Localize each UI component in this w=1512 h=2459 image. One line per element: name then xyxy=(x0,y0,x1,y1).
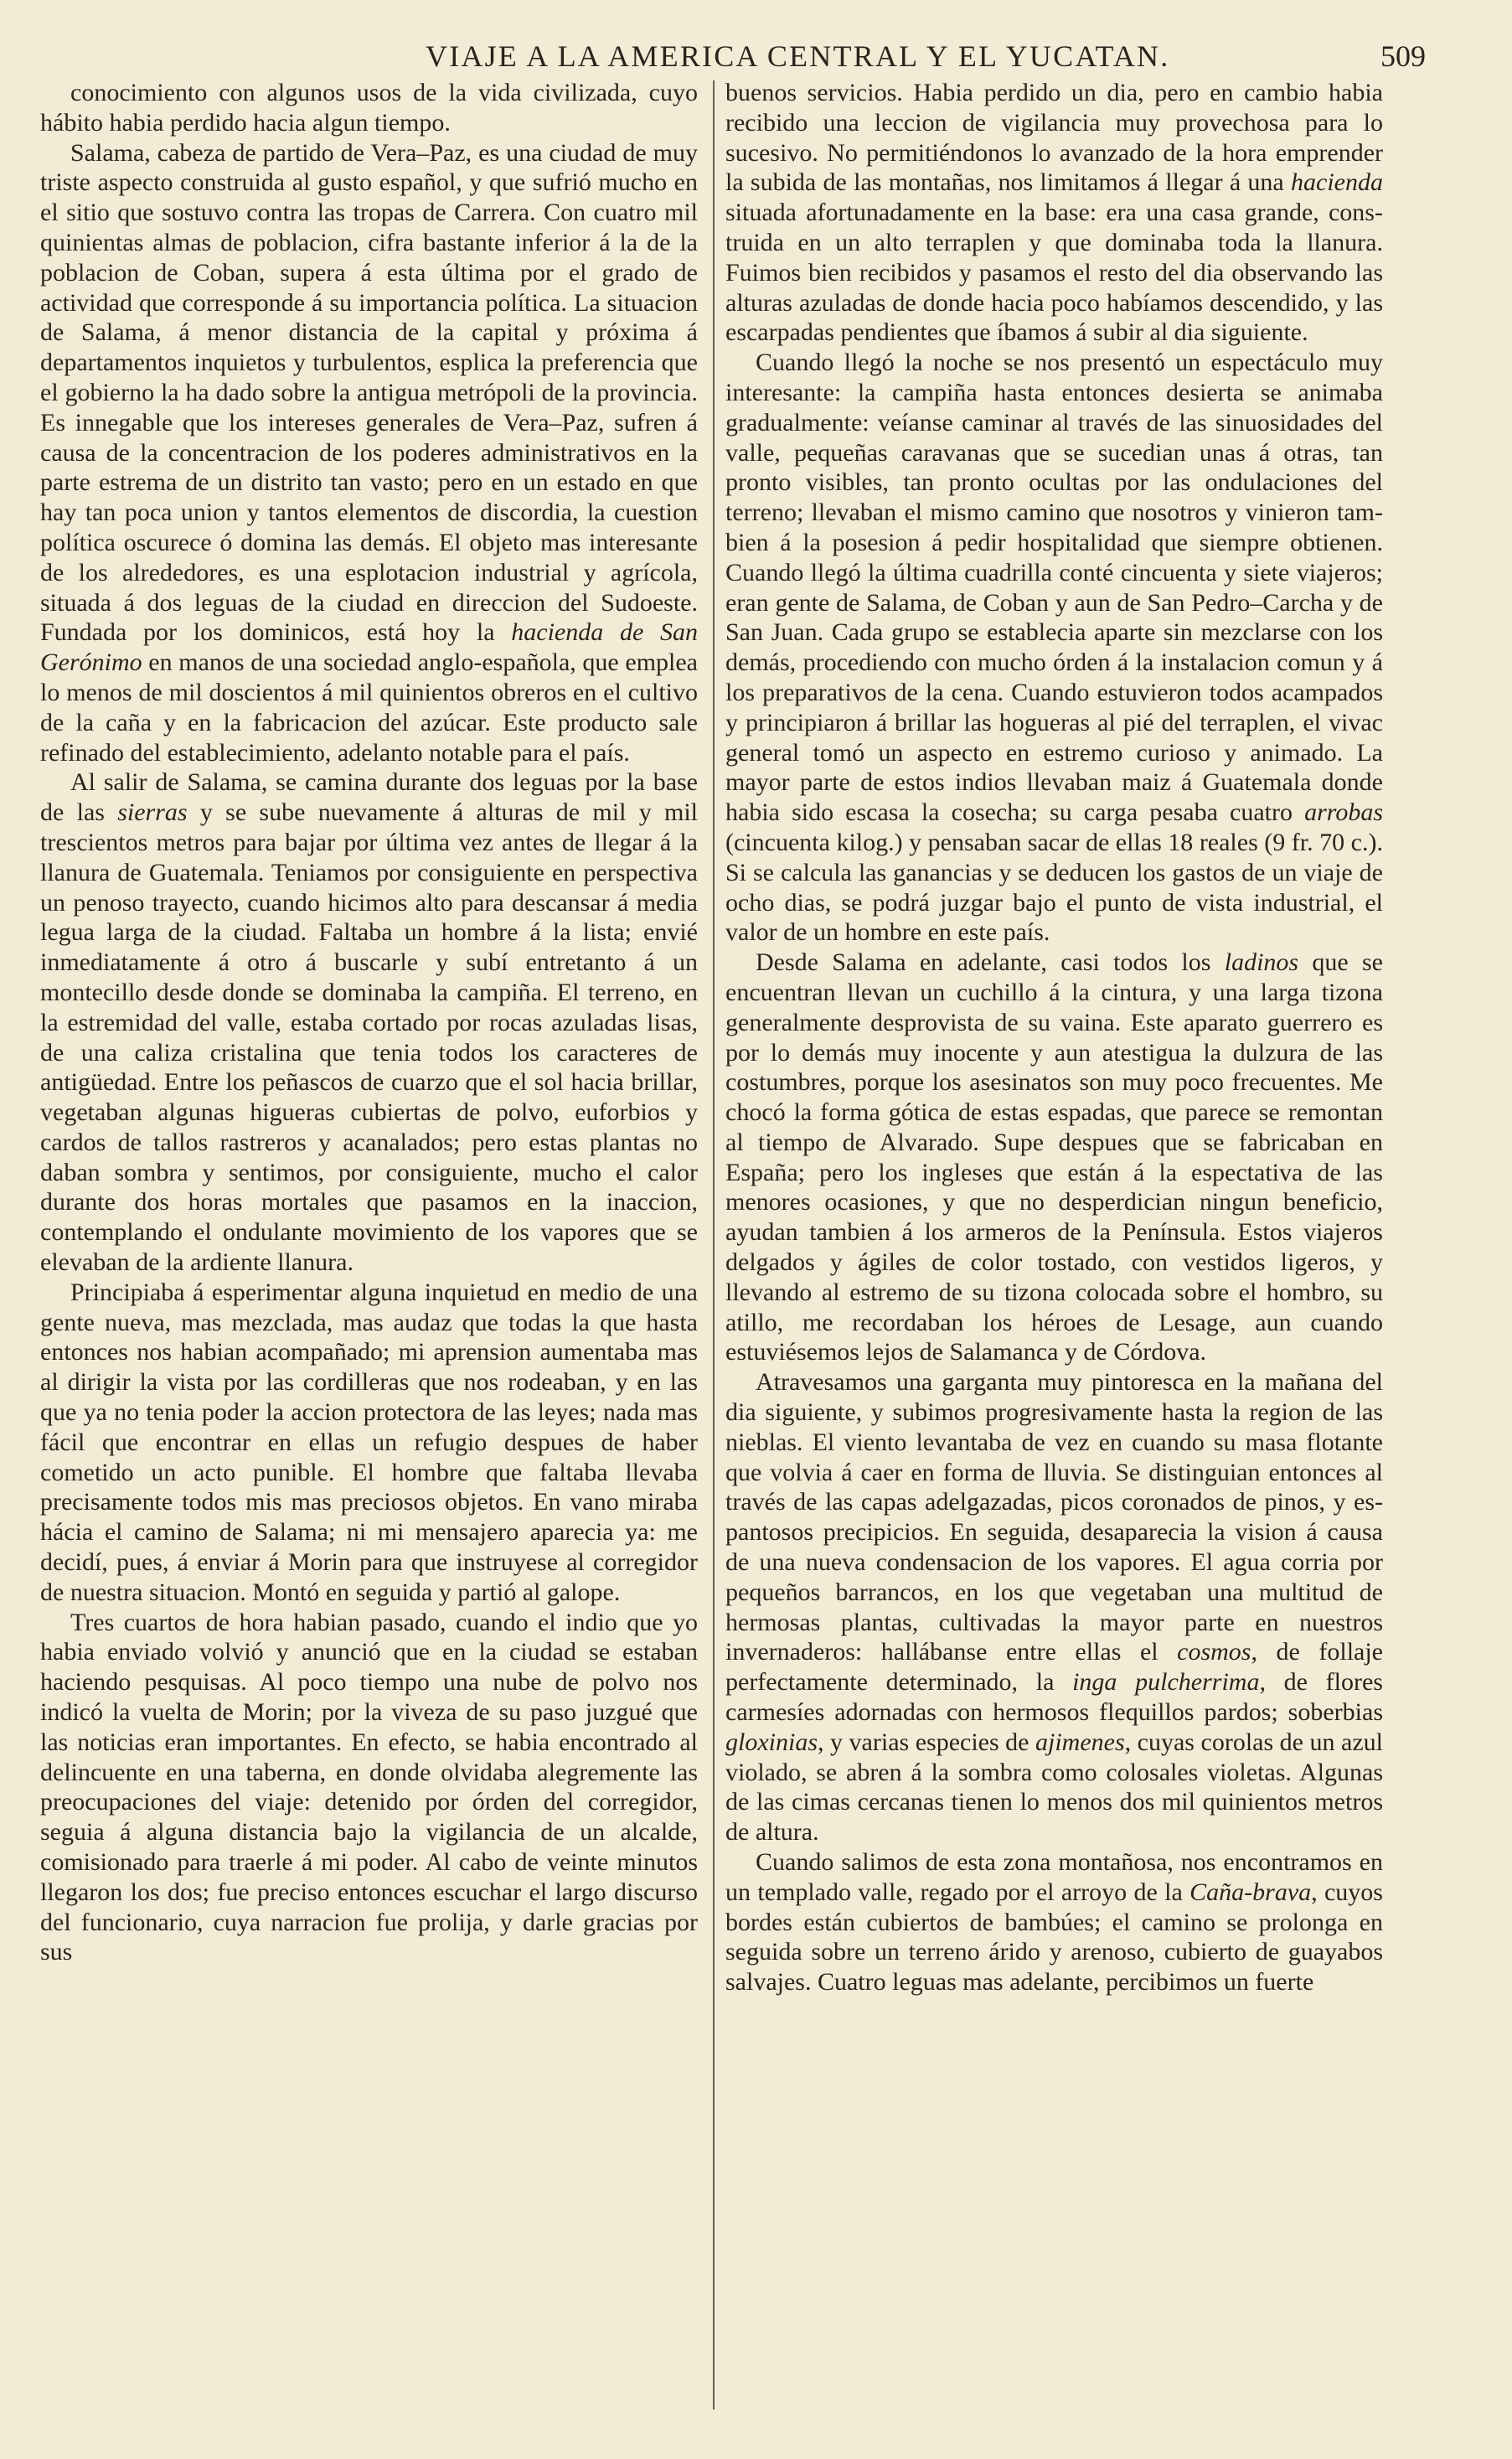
italic-term: hacienda xyxy=(1291,168,1383,197)
paragraph xyxy=(40,78,698,138)
page-number: 509 xyxy=(1380,39,1426,73)
italic-term: hacienda de San Gerónimo xyxy=(40,618,698,677)
italic-term: inga pulcherrima xyxy=(1072,1668,1260,1697)
text-run: , cuyas corolas de un azul violado, se abren á la sombra como colosales violetas. Algunas de las cimas cercanas tienen lo menos dos mil quinientos metros de altura. xyxy=(725,1728,1383,1847)
paragraph xyxy=(725,948,1383,1367)
italic-term: gloxinias xyxy=(725,1728,818,1756)
text-run: Cuando llegó la noche se nos presentó un espectáculo muy interesante: la campiña hasta entonces desierta se animaba gradualmente: veíanse caminar al través de las sinuosidades del valle, pequeñas caravanas que se sucedian unas á otras, tan pronto visibles, tan pronto ocultas por las ondulaciones del terreno; llevaban el mismo camino que nosotros y vinieron tambien á la posesion á pedir hospitalidad que siempre obtienen. Cuando llegó la última cuadrilla conté cincuenta y siete viajeros; eran gente de Salama, de Coban y aun de San Pedro–Carcha y de San Juan. Cada grupo se establecia aparte sin mezclarse con los demás, procediendo con mucho órden á la instalacion comun y á los preparativos de la cena. Cuando estuvieron todos acampados y principiaron á brillar las hogueras al pié del terraplen, el vivac general tomó un aspecto en estremo curioso y animado. La mayor parte de estos indios llevaban maiz á Guatemala donde habia sido escasa la cosecha; su carga pesaba cuatro xyxy=(725,349,1383,827)
italic-term: ladinos xyxy=(1224,948,1299,977)
paragraph xyxy=(40,1608,698,1968)
text-run: , de flores carmesíes adornadas con hermosos flequillos pardos; soberbias xyxy=(725,1668,1383,1727)
text-run: que se encuentran llevan un cuchillo á la cintura, y una larga tizona generalmente desprovista de su vaina. Este aparato guerrero es por lo demás muy inocente y aun atestigua la dulzura de las costumbres, porque los asesinatos son muy poco frecuentes. Me chocó la forma gótica de estas espadas, que parece se remontan al tiempo de Alvarado. Supe despues que se fabricaban en España; pero los ingleses que están á la espectativa de las menores ocasiones, y que no desperdician ningun beneficio, ayudan tambien á los armeros de la Península. Estos viajeros delgados y ágiles de color tostado, con vestidos ligeros, y llevando al estremo de su tizona colocada sobre el hombro, su atillo, me recordaban los héroes de Lesage, aun cuando estuviésemos lejos de Salamanca y de Córdova. xyxy=(725,948,1383,1366)
text-run: Tres cuartos de hora habian pasado, cuando el indio que yo habia enviado volvió y anunció que en la ciudad se estaban haciendo pesquisas. Al poco tiempo una nube de polvo nos indicó la vuelta de Morin; por la viveza de su paso juzgué que las noticias eran importantes. En efecto, se habia encontrado al delincuente en una taberna, en donde olvidaba alegremente las preocupaciones del viaje: detenido por órden del corregidor, seguia á alguna distancia bajo la vigilancia de un alcalde, comisionado para traerle á mi poder. Al cabo de veinte minutos llegaron los dos; fue preciso entonces escuchar el largo discurso del funcionario, cuya narracion fue prolija, y darle gracias por sus xyxy=(40,1608,698,1966)
italic-term: cosmos xyxy=(1177,1638,1251,1666)
paragraph xyxy=(725,348,1383,948)
italic-term: ajimenes xyxy=(1035,1728,1125,1756)
column-divider xyxy=(713,80,715,2410)
right-column xyxy=(725,78,1383,2424)
text-run: Cuando salimos de esta zona montañosa, nos encontramos en un templado valle, regado por el arroyo de la xyxy=(725,1848,1383,1906)
left-column xyxy=(40,78,698,2424)
text-run: Atravesamos una garganta muy pintoresca en la mañana del dia siguiente, y subimos progresivamente hasta la region de las nieblas. El viento levantaba de vez en cuando su masa flotante que volvia á caer en forma de lluvia. Se distinguian entonces al través de las capas adelgazadas, picos coronados de pinos, y espantosos precipicios. En seguida, desaparecia la vision á causa de una nueva condensacion de los vapores. El agua corria por pequeños barrancos, en los que vegetaban una multitud de hermosas plantas, cultivadas la mayor parte en nuestros invernaderos: hallábanse entre ellas el xyxy=(725,1368,1383,1666)
text-run: y se sube nuevamente á alturas de mil y mil trescientos metros para bajar por última vez antes de llegar á la llanura de Guatemala. Teniamos por consiguiente en perspectiva un penoso trayecto, cuando hicimos alto para descansar á media legua larga de la ciudad. Faltaba un hombre á la lista; envié inmediatamente á otro á buscarle y subí entretanto á un montecillo desde donde se dominaba la campiña. El terreno, en la estremidad del valle, estaba cortado por rocas azuladas lisas, de una caliza cristalina que tenia todos los caracteres de antigüedad. Entre los peñascos de cuarzo que el sol hacia brillar, vegetaban algunas higueras cubiertas de polvo, euforbios y cardos de tallos rastreros y acanalados; pero estas plantas no daban sombra y sentimos, por consiguiente, mucho el calor durante dos horas mortales que pasamos en la inaccion, contemplando el ondulante movimiento de los vapores que se elevaban de la ardiente llanura. xyxy=(40,798,698,1277)
paragraph xyxy=(40,1278,698,1608)
paragraph xyxy=(725,1847,1383,1997)
italic-term: Caña-brava xyxy=(1189,1878,1312,1906)
paragraph xyxy=(725,78,1383,348)
running-title: VIAJE A LA AMERICA CENTRAL Y EL YUCATAN. xyxy=(426,39,1170,73)
text-run: conocimiento con algunos usos de la vida civilizada, cuyo hábito habia perdido hacia algun tiempo. xyxy=(40,79,698,137)
text-run: , y varias especies de xyxy=(818,1728,1036,1756)
text-run: Salama, cabeza de partido de Vera–Paz, es una ciudad de muy triste aspecto construida al gusto español, y que sufrió mucho en el sitio que sostuvo contra las tropas de Carrera. Con cuatro mil quinientas almas de poblacion, cifra bastante inferior á la de la poblacion de Coban, supera á esta última por el grado de actividad que corresponde á su importancia política. La situacion de Salama, á menor distancia de la capital y próxima á departamentos inquietos y turbulentos, esplica la preferencia que el gobierno la ha dado sobre la antigua metrópoli de la provincia. Es innegable que los intereses generales de Vera–Paz, sufren á causa de la concentracion de los poderes administrativos en la parte estrema de un distrito tan vasto; pero en un estado en que hay tan poca union y tantos elementos de discordia, la cuestion política oscurece ó domina las demás. El objeto mas interesante de los alrededores, es una esplotacion industrial y agrícola, situada á dos leguas de la ciudad en direccion del Sudoeste. Fundada por los dominicos, está hoy la xyxy=(40,138,698,647)
italic-term: arrobas xyxy=(1304,798,1383,827)
text-run: Principiaba á esperimentar alguna inquietud en medio de una gente nueva, mas mezclada, mas audaz que todas la que hasta entonces nos habian acompañado; mi aprension aumentaba mas al dirigir la vista por las cordilleras que nos rodeaban, y en las que ya no tenia poder la accion protectora de las leyes; nada mas fácil que encontrar en ellas un refugio despues de haber cometido un acto punible. El hombre que faltaba llevaba precisamente todos mis mas preciosos objetos. En vano miraba hácia el camino de Salama; ni mi mensajero aparecia ya: me decidí, pues, á enviar á Morin para que instruyese al corregidor de nuestra situacion. Montó en seguida y partió al galope. xyxy=(40,1278,698,1606)
text-run: , cuyos bordes están cubiertos de bambúes; el camino se prolonga en seguida sobre un terreno árido y arenoso, cubierto de guayabos salvajes. Cuatro leguas mas adelante, percibimos un fuerte xyxy=(725,1878,1383,1997)
italic-term: sierras xyxy=(117,798,188,827)
paragraph xyxy=(40,767,698,1278)
text-run: en manos de una sociedad anglo-española, que emplea lo menos de mil doscientos á mil quinientos obreros en el cultivo de la caña y en la fabricacion del azúcar. Este producto sale refinado del establecimiento, adelanto notable para el país. xyxy=(40,648,698,767)
paragraph xyxy=(725,1367,1383,1847)
text-run: Al salir de Salama, se camina durante dos leguas por la base de las xyxy=(40,768,698,827)
page-header xyxy=(40,34,1426,77)
text-run: , de follaje perfectamente determinado, la xyxy=(725,1638,1383,1697)
text-run: buenos servicios. Habia perdido un dia, pero en cambio habia recibido una leccion de vigilancia muy provechosa para lo sucesivo. No permitiéndonos lo avanzado de la hora emprender la subida de las montañas, nos limitamos á llegar á una xyxy=(725,79,1383,197)
text-run: (cincuenta kilog.) y pensaban sacar de ellas 18 reales (9 fr. 70 c.). Si se calcula las ganancias y se deducen los gastos de un viaje de ocho dias, se podrá juzgar bajo el punto de vista industrial, el valor de un hombre en este país. xyxy=(725,828,1383,947)
text-run: situada afortunadamente en la base: era una casa grande, construida en un alto terraplen y que dominaba toda la llanura. Fuimos bien recibidos y pasamos el resto del dia observando las alturas azuladas de donde hacia poco habíamos descendido, y las escarpadas pendientes que íbamos á subir al dia siguiente. xyxy=(725,199,1383,347)
text-run: Desde Salama en adelante, casi todos los xyxy=(756,948,1225,977)
paragraph xyxy=(40,138,698,768)
